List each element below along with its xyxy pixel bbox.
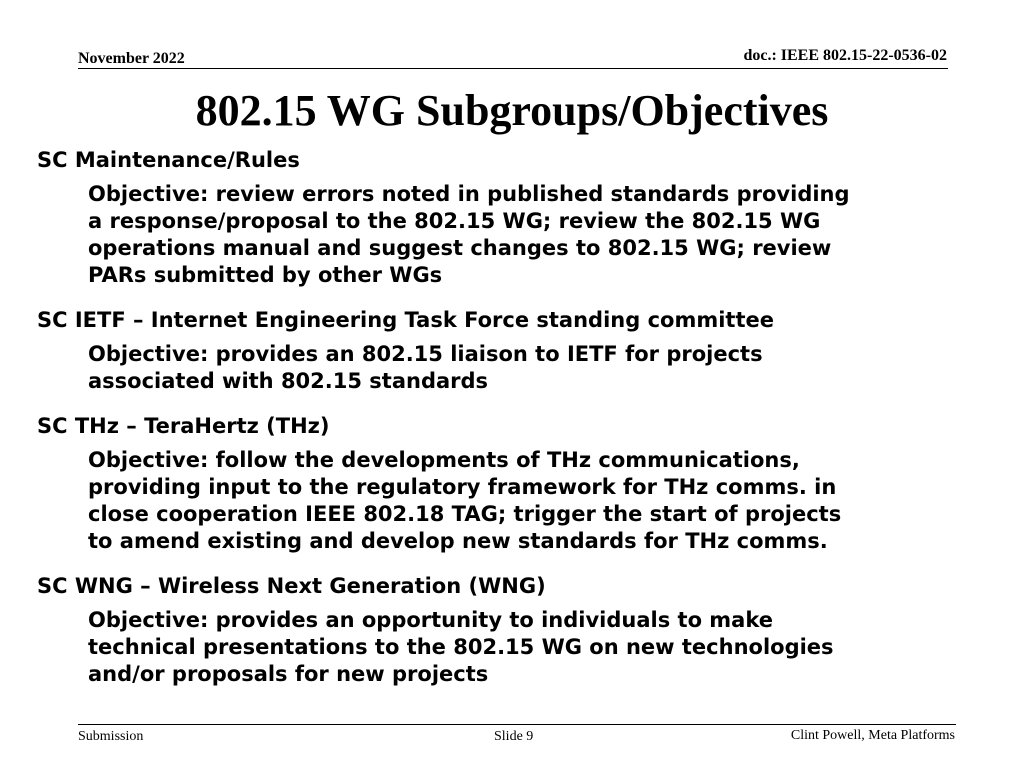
objective-line: Objective: provides an 802.15 liaison to IETF for projects bbox=[88, 342, 763, 366]
header-date: November 2022 bbox=[78, 50, 185, 67]
section-objective bbox=[88, 607, 983, 688]
section-ietf bbox=[37, 306, 997, 395]
section-heading: SC THz – TeraHertz (THz) bbox=[37, 414, 330, 438]
section-objective bbox=[88, 341, 983, 395]
section-objective bbox=[88, 447, 983, 555]
objective-line: Objective: follow the developments of THz communications, bbox=[88, 448, 800, 472]
objective-line: close cooperation IEEE 802.18 TAG; trigger the start of projects bbox=[88, 502, 842, 526]
section-heading: SC IETF – Internet Engineering Task Force standing committee bbox=[37, 308, 774, 332]
objective-line: providing input to the regulatory framework for THz comms. in bbox=[88, 475, 837, 499]
section-thz bbox=[37, 412, 997, 555]
objective-line: to amend existing and develop new standards for THz comms. bbox=[88, 529, 828, 553]
objective-line: technical presentations to the 802.15 WG on new technologies bbox=[88, 635, 834, 659]
objective-line: operations manual and suggest changes to 802.15 WG; review bbox=[88, 236, 832, 260]
objective-line: PARs submitted by other WGs bbox=[88, 263, 443, 287]
objective-line: a response/proposal to the 802.15 WG; review the 802.15 WG bbox=[88, 209, 821, 233]
objective-line: Objective: review errors noted in published standards providing bbox=[88, 182, 850, 206]
objective-line: Objective: provides an opportunity to individuals to make bbox=[88, 608, 774, 632]
section-heading: SC WNG – Wireless Next Generation (WNG) bbox=[37, 574, 546, 598]
objective-line: associated with 802.15 standards bbox=[88, 369, 489, 393]
section-heading: SC Maintenance/Rules bbox=[37, 148, 300, 172]
section-objective bbox=[88, 181, 983, 289]
section-maintenance-rules bbox=[37, 146, 997, 289]
footer-submission: Submission bbox=[78, 729, 144, 744]
footer-author: Clint Powell, Meta Platforms bbox=[790, 728, 955, 743]
header-divider bbox=[78, 68, 948, 69]
slide-title: 802.15 WG Subgroups/Objectives bbox=[195, 86, 829, 135]
footer-divider bbox=[78, 724, 956, 725]
footer-slide-number: Slide 9 bbox=[494, 729, 534, 744]
header-doc-id: doc.: IEEE 802.15-22-0536-02 bbox=[743, 47, 947, 64]
section-wng bbox=[37, 572, 997, 688]
objective-line: and/or proposals for new projects bbox=[88, 662, 489, 686]
slide-content bbox=[37, 146, 997, 688]
